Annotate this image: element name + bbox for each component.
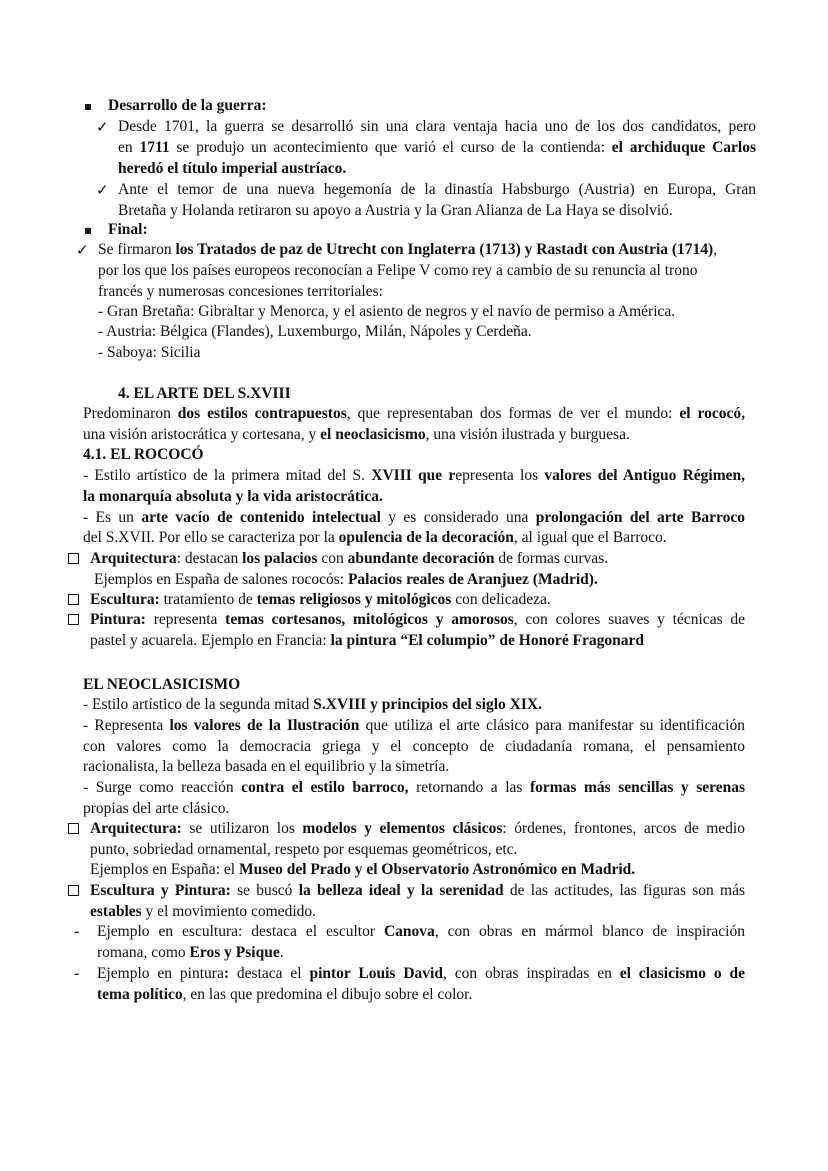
- section-heading-guerra: Desarrollo de la guerra:: [108, 97, 267, 114]
- paragraph-line: Ejemplo en pintura: destaca el pintor Louis David, con obras inspiradas en el clasicismo o de: [97, 965, 745, 982]
- paragraph-line: - Representa los valores de la Ilustración que utiliza el arte clásico para manifestar su identificación: [83, 717, 745, 734]
- checkmark-icon: ✓: [76, 241, 89, 259]
- paragraph-line: heredó el título imperial austríaco.: [118, 160, 347, 177]
- paragraph-line: punto, sobriedad ornamental, respeto por esquemas geométricos, etc.: [90, 841, 518, 858]
- checkmark-icon: ✓: [96, 118, 109, 136]
- list-item: - Saboya: Sicilia: [98, 344, 201, 361]
- paragraph-line: pastel y acuarela. Ejemplo en Francia: la pintura “El columpio” de Honoré Fragonard: [90, 632, 645, 649]
- checkbox-bullet-icon: [68, 553, 79, 564]
- paragraph-line: Desde 1701, la guerra se desarrolló sin una clara ventaja hacia uno de los dos candidatos, pero: [118, 118, 756, 135]
- dash-bullet-icon: -: [74, 923, 80, 940]
- paragraph-line: Predominaron dos estilos contrapuestos, que representaban dos formas de ver el mundo: el rococó,: [83, 405, 746, 422]
- paragraph-line: por los que los países europeos reconocían a Felipe V como rey a cambio de su renuncia al trono: [98, 262, 698, 279]
- paragraph-line: Bretaña y Holanda retiraron su apoyo a Austria y la Gran Alianza de La Haya se disolvió.: [118, 202, 673, 219]
- paragraph-line: Ejemplos en España: el Museo del Prado y el Observatorio Astronómico en Madrid.: [90, 861, 636, 878]
- square-bullet-icon: [85, 104, 91, 110]
- paragraph-line: Escultura y Pintura: se buscó la belleza ideal y la serenidad de las actitudes, las figuras son más: [90, 882, 746, 899]
- paragraph-line: del S.XVII. Por ello se caracteriza por la opulencia de la decoración, al igual que el Barroco.: [83, 529, 667, 546]
- paragraph-line: una visión aristocrática y cortesana, y el neoclasicismo, una visión ilustrada y burguesa.: [83, 426, 630, 443]
- paragraph-line: propias del arte clásico.: [83, 800, 230, 817]
- subsection-title-rococo: 4.1. EL ROCOCÓ: [83, 446, 204, 463]
- subsection-title-neoclasicismo: EL NEOCLASICISMO: [83, 676, 241, 693]
- paragraph-line: Ejemplo en escultura: destaca el escultor Canova, con obras en mármol blanco de inspiración: [97, 923, 745, 940]
- checkmark-icon: ✓: [96, 181, 109, 199]
- list-item: - Austria: Bélgica (Flandes), Luxemburgo, Milán, Nápoles y Cerdeña.: [98, 323, 532, 340]
- paragraph-line: - Surge como reacción contra el estilo barroco, retornando a las formas más sencillas y serenas: [83, 779, 745, 796]
- paragraph-line: Arquitectura: destacan los palacios con abundante decoración de formas curvas.: [90, 550, 609, 567]
- paragraph-line: la monarquía absoluta y la vida aristocrática.: [83, 488, 383, 505]
- paragraph-line: en 1711 se produjo un acontecimiento que varió el curso de la contienda: el archiduque Carlos: [118, 139, 756, 156]
- paragraph-line: Arquitectura: se utilizaron los modelos y elementos clásicos: órdenes, frontones, arcos de medio: [90, 820, 745, 837]
- paragraph-line: - Estilo artístico de la segunda mitad S.XVIII y principios del siglo XIX.: [83, 696, 542, 713]
- paragraph-line: romana, como Eros y Psique.: [97, 944, 284, 961]
- paragraph-line: con valores como la democracia griega y el concepto de ciudadanía romana, el pensamiento: [83, 738, 745, 755]
- square-bullet-icon: [85, 228, 91, 234]
- paragraph-line: francés y numerosas concesiones territoriales:: [98, 283, 383, 300]
- paragraph-line: racionalista, la belleza basada en el equilibrio y la simetría.: [83, 758, 450, 775]
- checkbox-bullet-icon: [68, 614, 79, 625]
- checkbox-bullet-icon: [68, 594, 79, 605]
- paragraph-line: Pintura: representa temas cortesanos, mitológicos y amorosos, con colores suaves y técnicas de: [90, 611, 745, 628]
- section-heading-final: Final:: [108, 221, 148, 238]
- dash-bullet-icon: -: [74, 965, 80, 982]
- paragraph-line: Ante el temor de una nueva hegemonía de la dinastía Habsburgo (Austria) en Europa, Gran: [118, 181, 756, 198]
- paragraph-line: - Es un arte vacío de contenido intelectual y es considerado una prolongación del arte Barroco: [83, 509, 745, 526]
- paragraph-line: Se firmaron los Tratados de paz de Utrecht con Inglaterra (1713) y Rastadt con Austria (1714),: [98, 241, 718, 258]
- paragraph-line: estables y el movimiento comedido.: [90, 903, 317, 920]
- paragraph-line: tema político, en las que predomina el dibujo sobre el color.: [97, 986, 473, 1003]
- checkbox-bullet-icon: [68, 885, 79, 896]
- checkbox-bullet-icon: [68, 823, 79, 834]
- section-title-arte: 4. EL ARTE DEL S.XVIII: [118, 385, 291, 402]
- paragraph-line: Ejemplos en España de salones rococós: Palacios reales de Aranjuez (Madrid).: [94, 571, 598, 588]
- paragraph-line: Escultura: tratamiento de temas religiosos y mitológicos con delicadeza.: [90, 591, 551, 608]
- list-item: - Gran Bretaña: Gibraltar y Menorca, y el asiento de negros y el navío de permiso a América.: [98, 303, 676, 320]
- paragraph-line: - Estilo artístico de la primera mitad del S. XVIII que representa los valores del Antiguo Régimen,: [83, 467, 746, 484]
